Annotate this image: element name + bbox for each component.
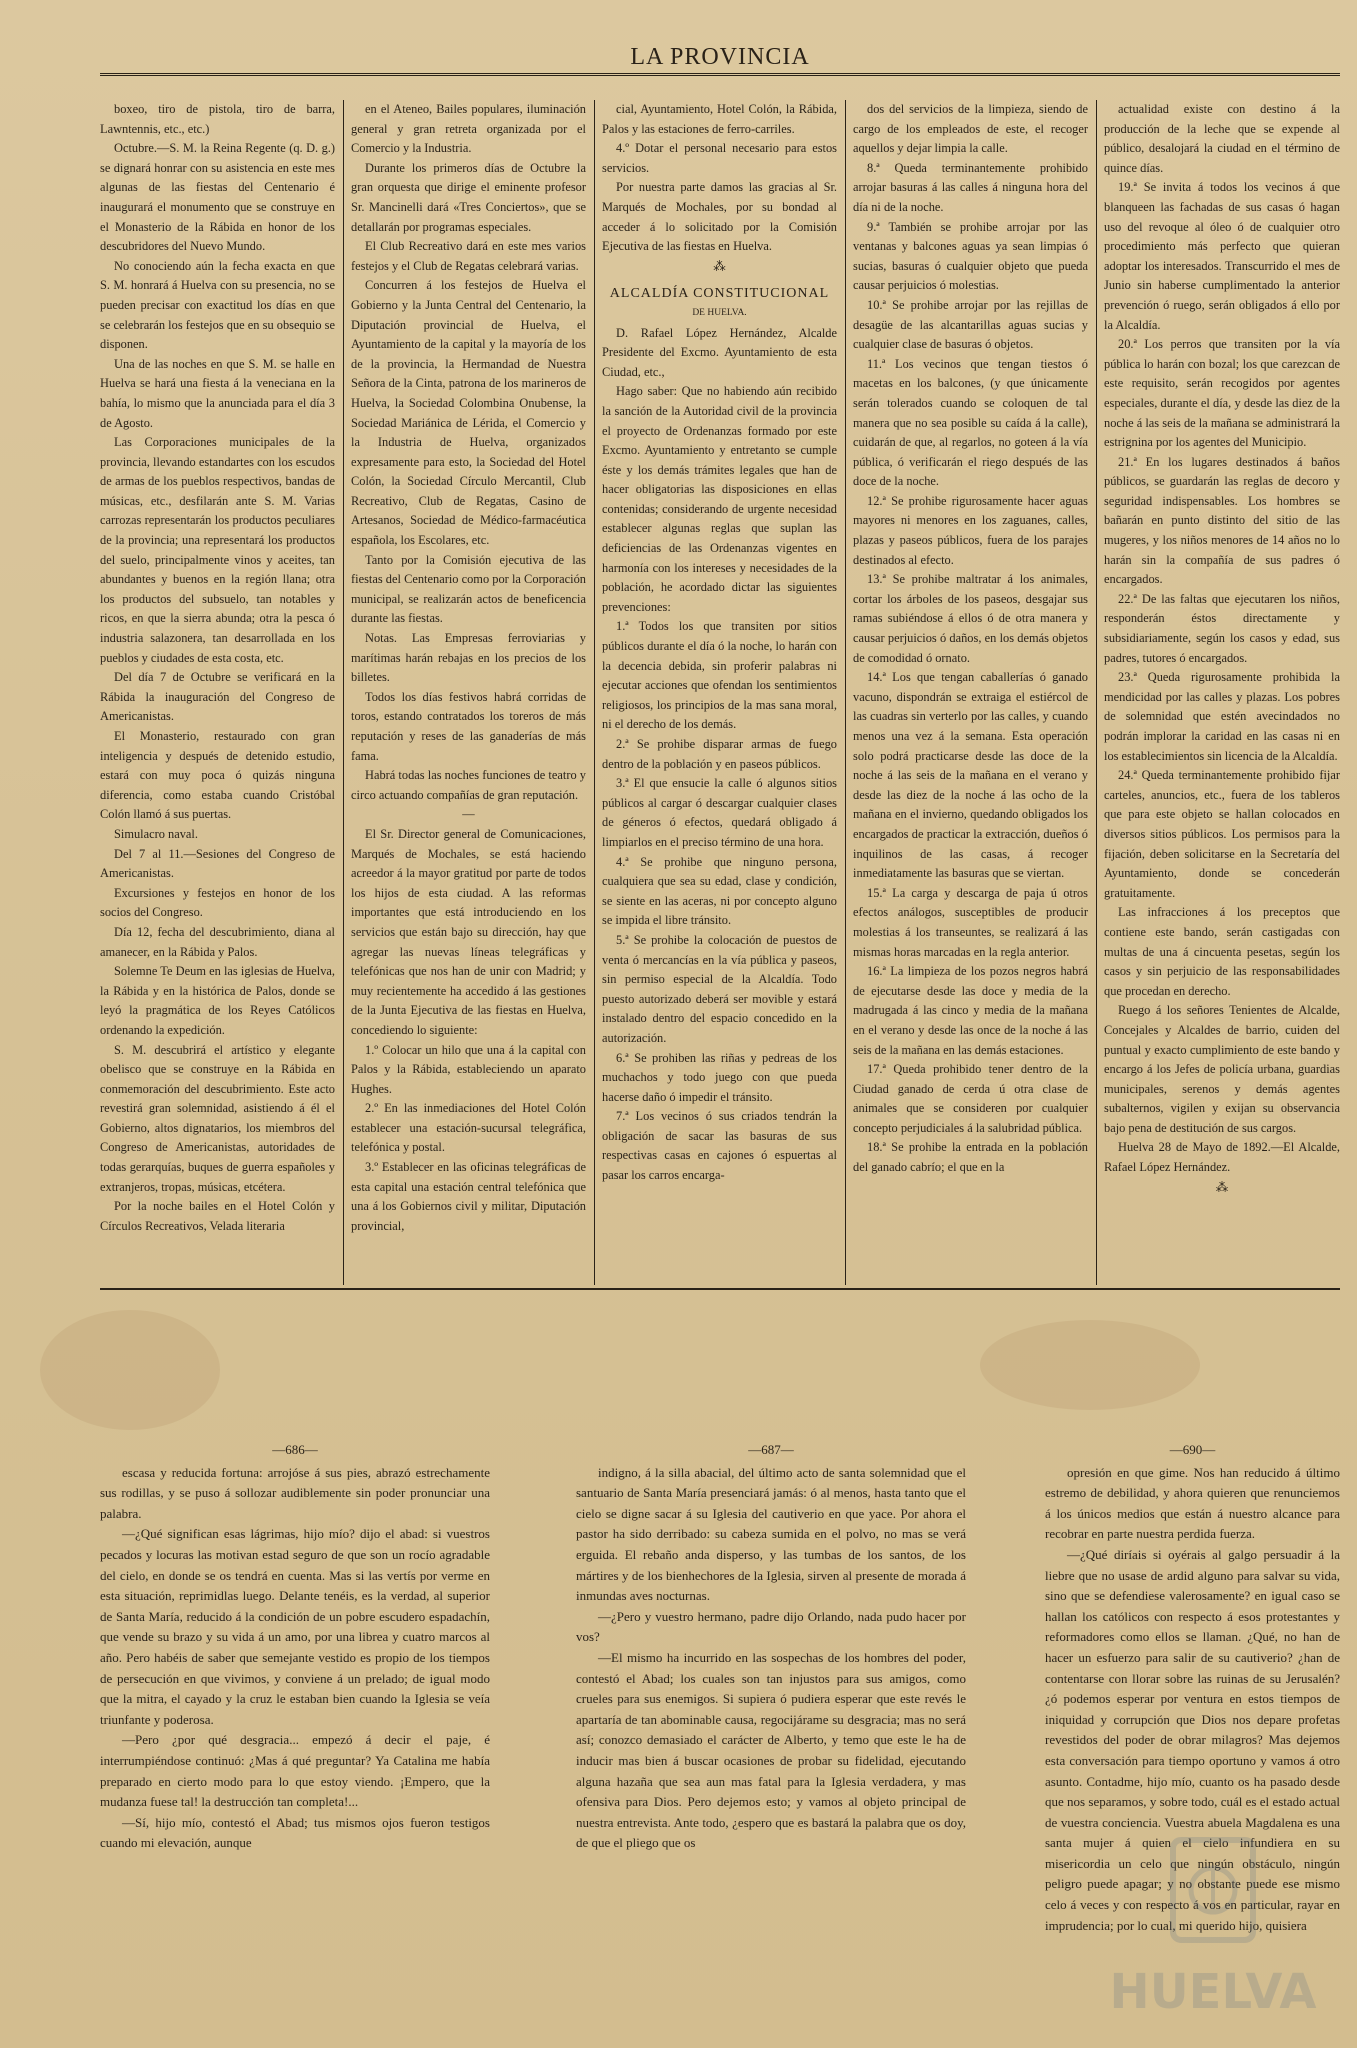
paragraph: 3.ª El que ensucie la calle ó algunos sitios públicos al cargar ó descargar cualquier clases de géneros ó efectos, quedará obligado á limpiarlos en el preciso término de una hora. (602, 776, 837, 849)
section-subheading: DE HUELVA. (692, 307, 747, 318)
paragraph: 1.ª Todos los que transiten por sitios públicos durante el día ó la noche, lo harán con la decencia debida, sin proferir palabras ni ejecutar acciones que ofendan los sentimientos religiosos, los principios de la mas sana moral, ni el derecho de los demás. (602, 619, 837, 732)
paragraph: 16.ª La limpieza de los pozos negros habrá de ejecutarse desde las doce y media de la madrugada á las cinco y media de la mañana en el verano y desde las once de la noche á las seis de la mañana en las demás estaciones. (853, 964, 1088, 1057)
paragraph: Día 12, fecha del descubrimiento, diana al amanecer, en la Rábida y Palos. (100, 924, 335, 959)
column-rule (845, 100, 846, 1285)
paragraph: opresión en que gime. Nos han reducido á último estremo de debilidad, y ahora quieren que renunciemos á los únicos medios que están á nuestro alcance para recobrar en parte nuestra perdida fuerza. (1045, 1464, 1340, 1542)
column-rule (343, 100, 344, 1285)
paragraph: Hago saber: Que no habiendo aún recibido la sanción de la Autoridad civil de la provincia el proyecto de Ordenanzas formado por este Excmo. Ayuntamiento y entretanto se cumple éste y los demás trámites legales que han de hacer obligatorias las disposiciones en ellas contenidas; considerando de urgente necesidad establecer algunas reglas que suplan las deficiencias de las Ordenanzas vigentes en harmonía con los intereses y necesidades de la población, he acordado dictar las siguientes prevenciones: (602, 384, 837, 614)
paragraph: escasa y reducida fortuna: arrojóse á sus pies, abrazó estrechamente sus rodillas, y se puso á sollozar audiblemente sin poder pronunciar una palabra. (100, 1464, 490, 1521)
paragraph: 10.ª Se prohibe arrojar por las rejillas de desagüe de las alcantarillas aguas sucias y cualquier clase de basuras ó objetos. (853, 297, 1088, 352)
paragraph: No conociendo aún la fecha exacta en que S. M. honrará á Huelva con su presencia, no se pueden precisar con exactitud los días en que se celebrarán los festejos que en su obsequio se disponen. (100, 258, 335, 352)
paragraph: El Sr. Director general de Comunicaciones, Marqués de Mochales, se está haciendo acreedor á la mayor gratitud por parte de todos los hijos de esta ciudad. A las reformas importantes que está introduciendo en los servicios que están bajo su dirección, hay que agregar las nuevas líneas telegráficas y telefónicas que nos han de unir con Madrid; y muy recientemente ha accedido á las gestiones de la Junta Ejecutiva de las fiestas en Huelva, concediendo lo siguiente: (351, 826, 586, 1037)
column-3 (602, 100, 837, 1285)
paragraph: —El mismo ha incurrido en las sospechas de los hombres del poder, contestó el Abad; los cuales son tan injustos para sus amigos, como crueles para sus enemigos. Si supiera ó pudiera esperar que este revés le apartaría de tan abominable causa, regocijárame su desgracia; mas no será así; conozco demasiado el carácter de Alberto, y temo que este le ha de inducir mas bien á buscar ocasiones de probar su fidelidad, ejecutando alguna hazaña que sea aun mas fatal para la Iglesia verdadera, y mas ofensiva para Dios. Pero dejemos esto; y vamos al objeto principal de nuestra entrevista. Ante todo, ¿espero que es bastará la palabra que os doy, de que el pliego que os (576, 1649, 966, 1851)
paragraph: 2.ª Se prohibe disparar armas de fuego dentro de la población y en paseos públicos. (602, 737, 837, 771)
column-1 (100, 100, 335, 1285)
paragraph: Habrá todas las noches funciones de teatro y circo actuando compañías de gran reputación. (351, 768, 586, 802)
paragraph: 23.ª Queda rigurosamente prohibida la mendicidad por las calles y plazas. Los pobres de solemnidad que estén avecindados no podrán implorar la caridad en las casas ni en los establecimientos sin licencia de la Alcaldía. (1104, 670, 1340, 763)
paragraph: Todos los días festivos habrá corridas de toros, estando contratados los toreros de más reputación y reses de las ganaderías de más fama. (351, 689, 586, 763)
page-number: —687— (748, 1442, 794, 1457)
paragraph: boxeo, tiro de pistola, tiro de barra, Lawntennis, etc., etc.) (100, 102, 335, 136)
paragraph: indigno, á la silla abacial, del último acto de santa solemnidad que el santuario de Santa María presenciará jamás: ó al menos, hasta tanto que el cielo se digne sacar á su Iglesia del cautiverio en que yace. Por ahora el pastor ha sido derribado: su cabeza sumida en el polvo, no mas se verá erguida. El rebaño anda disperso, y las tumbas de los santos, de los mártires y de los bienhechores de la Iglesia, sirven al presente de morada á inmundas aves nocturnas. (576, 1464, 966, 1604)
paragraph: cial, Ayuntamiento, Hotel Colón, la Rábida, Palos y las estaciones de ferro-carriles. (602, 102, 837, 136)
paragraph: El Monasterio, restaurado con gran inteligencia y después de detenido estudio, estará con muy poca ó quizás ninguna diferencia, como estaba cuando Cristóbal Colón llamó á sus puertas. (100, 729, 335, 822)
paragraph: S. M. descubrirá el artístico y elegante obelisco que se construye en la Rábida en conmemoración del descubrimiento. Este acto revestirá gran solemnidad, asistiendo á él el Gobierno, altos dignatarios, los miembros del Congreso de Americanistas, autoridades de todas gerarquías, buques de guerra españoles y extranjeros, tropas, músicas, etcétera. (100, 1042, 335, 1194)
masthead-title: LA PROVINCIA (630, 44, 810, 70)
folletin-column-1 (100, 1440, 490, 2040)
paragraph: actualidad existe con destino á la producción de la leche que se expende al público, desalojará la ciudad en el término de quince días. (1104, 102, 1340, 175)
folletin-column-2 (576, 1440, 966, 2040)
paragraph: Octubre.—S. M. la Reina Regente (q. D. g.) se dignará honrar con su asistencia en este mes algunas de las fiestas del Centenario é inaugurará el monumento que se construye en el Monasterio de la Rábida en honor de los descubridores del Nuevo Mundo. (100, 141, 335, 254)
paragraph: Ruego á los señores Tenientes de Alcalde, Concejales y Alcaldes de barrio, cuiden del puntual y exacto cumplimiento de este bando y encargo á los Jefes de policía urbana, guardias municipales, serenos y demás agentes subalternos, vigilen y exijan su observancia bajo pena de destitución de sus cargos. (1104, 1003, 1340, 1135)
paragraph: Solemne Te Deum en las iglesias de Huelva, la Rábida y en la histórica de Palos, donde se leyó la pragmática de los Reyes Católicos ordenando la expedición. (100, 964, 335, 1037)
page-number: —686— (272, 1442, 318, 1457)
paragraph: 14.ª Los que tengan caballerías ó ganado vacuno, dispondrán se extraiga el estiércol de las cuadras sin verterlo por las calles, y cuando menos una vez á la semana. Esta operación solo podrá practicarse desde las doce de la noche á las seis de la mañana en el verano y desde las diez de la noche á las ocho de la mañana en el invierno, quedando obligados los encargados de practicar la extracción, dueños ó inquilinos de las casas, á recoger inmediatamente las basuras que se viertan. (853, 670, 1088, 881)
paragraph: —¿Qué diríais si oyérais al galgo persuadir á la liebre que no usase de ardid alguno para salvar su vida, sino que se defendiese valerosamente? en igual caso se hallan los católicos con respecto á esos protestantes y reformadores como ellos se llaman. ¿Qué, no han de hacer un esfuerzo para salir de su cautiverio? ¿han de contentarse con llorar sobre las ruinas de su Jerusalén? ¿ó podemos esperar por ventura en estos tiempos de iniquidad y corrupción que Dios nos depare profetas revestidos del poder de obrar milagros? Mas dejemos esta conversación para tiempo oportuno y vamos á otro asunto. Contadme, hijo mío, cuanto os ha pasado desde que nos separamos, y sobre todo, cuál es el estado actual de vuestra conciencia. Vuestra abuela Magdalena es una santa mujer á quien el cielo infundiera en su misericordia un celo que ningún obstáculo, ningún peligro puede apagar; y no obstante puede ese mismo celo á veces y con respecto á vos en particular, rayar en imprudencia; por lo cual, mi querido hijo, quisiera (1045, 1546, 1340, 1933)
paragraph: 4.º Dotar el personal necesario para estos servicios. (602, 141, 837, 175)
paragraph: Notas. Las Empresas ferroviarias y marítimas harán rebajas en los precios de los billetes. (351, 631, 586, 685)
paragraph: 24.ª Queda terminantemente prohibido fijar carteles, anuncios, etc., fuera de los tableros que para este objeto se hallan colocados en diversos sitios públicos. Los permisos para la fijación, deben solicitarse en la Secretaría del Ayuntamiento, donde se concederán gratuitamente. (1104, 768, 1340, 900)
paragraph: 5.ª Se prohibe la colocación de puestos de venta ó mercancías en la vía pública y paseos, sin permiso especial de la Alcaldía. Todo puesto autorizado deberá ser movible y estará instalado dentro del espacio concedido en la autorización. (602, 932, 837, 1045)
news-section (100, 100, 1340, 1285)
column-4 (853, 100, 1088, 1285)
watermark-text: HUELVA (1109, 1964, 1317, 2020)
paper-stain (40, 1310, 220, 1430)
column-rule (594, 100, 595, 1285)
paragraph: 22.ª De las faltas que ejecutaren los niños, responderán éstos directamente y subsidiariamente, según los casos y edad, sus padres, tutores ó encargados. (1104, 591, 1340, 665)
paragraph: Durante los primeros días de Octubre la gran orquesta que dirige el eminente profesor Sr. Mancinelli dará «Tres Conciertos», que se detallarán por programas especiales. (351, 160, 586, 234)
paragraph: Simulacro naval. (114, 826, 198, 841)
paragraph: 11.ª Los vecinos que tengan tiestos ó macetas en los balcones, (y que únicamente serán tolerados cuando se coloquen de tal manera que no sea posible su caída á la calle), cuidarán de que, al regarlos, no goteen á la vía pública, ó verificarán el riego después de las doce de la noche. (853, 356, 1088, 489)
archive-watermark (1093, 1830, 1333, 2030)
paragraph: Por la noche bailes en el Hotel Colón y Círculos Recreativos, Velada literaria (100, 1199, 335, 1233)
paragraph: El Club Recreativo dará en este mes varios festejos y el Club de Regatas celebrará varias. (351, 239, 586, 273)
paragraph: 12.ª Se prohibe rigurosamente hacer aguas mayores ni menores en los zaguanes, calles, plazas y paseos públicos, fuera de los parajes destinados al efecto. (853, 493, 1088, 567)
paper-stain (980, 1320, 1200, 1410)
separator: — (462, 807, 475, 822)
section-divider (100, 1288, 1340, 1290)
paragraph: Excursiones y festejos en honor de los socios del Congreso. (100, 885, 335, 920)
column-5 (1104, 100, 1340, 1285)
asterism-divider: ⁂ (713, 258, 726, 273)
paragraph: 6.ª Se prohiben las riñas y pedreas de los muchachos y todo juego con que pueda hacerse daño ó impedir el tránsito. (602, 1050, 837, 1104)
paragraph: Las infracciones á los preceptos que contiene este bando, serán castigadas con multas de una á cincuenta pesetas, según los casos y sin perjuicio de las responsabilidades que procedan en derecho. (1104, 905, 1340, 998)
masthead (100, 42, 1340, 76)
column-rule (1096, 100, 1097, 1285)
paragraph: Huelva 28 de Mayo de 1892.—El Alcalde, Rafael López Hernández. (1104, 1140, 1340, 1175)
paragraph: 21.ª En los lugares destinados á baños públicos, se guardarán las reglas de decoro y seguridad indispensables. Los hombres se bañarán en punto distinto del sitio de las mugeres, y los niños menores de 14 años no lo harán sin la compañía de sus padres ó encargados. (1104, 454, 1340, 587)
paragraph: Las Corporaciones municipales de la provincia, llevando estandartes con los escudos de armas de los pueblos respectivos, bandas de músicas, etc., desfilarán ante S. M. Varias carrozas representarán los productos peculiares de la provincia; una representará los productos del suelo, principalmente vinos y aceites, tan abundantes y buenos en la región llana; otra los productos del subsuelo, tan notables y ricos, en que la sierra abunda; otra la pesca ó industria salazonera, tan desarrollada en los pueblos y ciudades de esta costa, etc. (100, 435, 335, 665)
paragraph: 7.ª Los vecinos ó sus criados tendrán la obligación de sacar las basuras de sus respectivas casas en cajones ó espuertas al pasar los carros encarga- (602, 1109, 837, 1183)
paragraph: D. Rafael López Hernández, Alcalde Presidente del Excmo. Ayuntamiento de esta Ciudad, etc., (602, 325, 837, 379)
page-number: —690— (1169, 1442, 1216, 1457)
paragraph: en el Ateneo, Bailes populares, iluminación general y gran retreta organizada por el Comercio y la Industria. (351, 102, 586, 156)
paragraph: 18.ª Se prohibe la entrada en la población del ganado cabrío; el que en la (853, 1140, 1088, 1175)
paragraph: 4.ª Se prohibe que ninguno persona, cualquiera que sea su edad, clase y condición, se siente en las aceras, ni por concepto alguno se impida el libre tránsito. (602, 854, 837, 928)
paragraph: Concurren á los festejos de Huelva el Gobierno y la Junta Central del Centenario, la Diputación provincial de Huelva, el Ayuntamiento de la capital y la mayoría de los de la provincia, la Hermandad de Nuestra Señora de la Cinta, patrona de los marineros de Huelva, la Sociedad Colombina Onubense, la Sociedad Mariánica de Lérida, el Comercio y la Industria de Huelva, organizados expresamente para esto, la Sociedad del Hotel Colón, la Sociedad Círculo Mercantil, Club Recreativo, Club de Regatas, Casino de Artesanos, Sociedad de Médico-farmacéutica española, los Escolares, etc. (351, 278, 586, 548)
paragraph: 8.ª Queda terminantemente prohibido arrojar basuras á las calles á ninguna hora del día ni de la noche. (853, 160, 1088, 214)
paragraph: 2.º En las inmediaciones del Hotel Colón establecer una estación-sucursal telegráfica, telefónica y postal. (351, 1101, 586, 1155)
paragraph: Tanto por la Comisión ejecutiva de las fiestas del Centenario como por la Corporación municipal, se realizarán actos de beneficencia durante las fiestas. (351, 552, 586, 626)
paragraph: —Pero ¿por qué desgracia... empezó á decir el paje, é interrumpiéndose continuó: ¿Mas á qué preguntar? Ya Catalina me había preparado en cierto modo para lo que estoy viendo. ¡Empero, que la mudanza fuese tal! la destrucción tan completa!... (100, 1732, 490, 1810)
paragraph: —Sí, hijo mío, contestó el Abad; tus mismos ojos fueron testigos cuando mi elevación, aunque (100, 1814, 490, 1851)
paragraph: Una de las noches en que S. M. se halle en Huelva se hará una fiesta á la veneciana en la bahía, lo mismo que la anunciada para el día 3 de Agosto. (100, 356, 335, 430)
paragraph: 15.ª La carga y descarga de paja ú otros efectos análogos, susceptibles de producir molestias á los transeuntes, se realizará á las mismas horas marcadas en la regla anterior. (853, 885, 1088, 959)
paragraph: 19.ª Se invita á todos los vecinos á que blanqueen las fachadas de sus casas ó hagan uso del revoque al óleo ó de cualquier otro procedimiento más perfecto que quieran adoptar los interesados. Transcurrido el mes de Junio sin haberse cumplimentado la anterior prevención ó ruego, serán obligados á ello por la Alcaldía. (1104, 180, 1340, 332)
asterism-divider: ⁂ (1215, 1179, 1229, 1194)
paragraph: dos del servicios de la limpieza, siendo de cargo de los empleados de este, el recoger aquellos y dejar limpia la calle. (853, 102, 1088, 156)
paragraph: 20.ª Los perros que transiten por la vía pública lo harán con bozal; los que carezcan de este requisito, serán recogidos por agentes especiales, durante el día, y desde las diez de la noche á las seis de la mañana se administrará la estrignina por los agentes del Municipio. (1104, 337, 1340, 450)
paragraph: Del día 7 de Octubre se verificará en la Rábida la inauguración del Congreso de Americanistas. (100, 670, 335, 724)
paragraph: 3.º Establecer en las oficinas telegráficas de esta capital una estación central telefónica que una á los Gobiernos civil y militar, Diputación provincial, (351, 1160, 586, 1233)
paragraph: 1.º Colocar un hilo que una á la capital con Palos y la Rábida, estableciendo un aparato Hughes. (351, 1042, 586, 1096)
paragraph: Por nuestra parte damos las gracias al Sr. Marqués de Mochales, por su bondad al acceder á lo solicitado por la Comisión Ejecutiva de las fiestas en Huelva. (602, 180, 837, 254)
paragraph: 9.ª También se prohibe arrojar por las ventanas y balcones aguas ya sean limpias ó sucias, basuras ó cualquier objeto que pueda causar perjuicios ó molestias. (853, 219, 1088, 293)
paragraph: —¿Qué significan esas lágrimas, hijo mío? dijo el abad: si vuestros pecados y locuras las motivan estad seguro de que son un rocío agradable del cielo, en donde se os tendrá en cuenta. Mas si las vertís por verme en esta situación, reprimidlas luego. Delante tenéis, es la verdad, al superior de Santa María, reducido á la condición de un pobre escudero espadachín, que vende su brazo y su vida á un amo, por una librea y cuatro marcos al año. Pero habéis de saber que semejante vestido es propio de los tiempos de persecución en que vivimos, y conviene á un prelado; de igual modo que la mitra, el cayado y la cruz le estaban bien cuando la Iglesia se veía triunfante y poderosa. (100, 1526, 490, 1727)
paragraph: Del 7 al 11.—Sesiones del Congreso de Americanistas. (100, 846, 335, 881)
section-heading: ALCALDÍA CONSTITUCIONAL (609, 286, 830, 302)
paragraph: 13.ª Se prohibe maltratar á los animales, cortar los árboles de los paseos, desgajar sus ramas subiéndose á ellos ó de otra manera y causar perjuicios ó daños, en los demás objetos de comodidad ó ornato. (853, 572, 1088, 665)
paragraph: —¿Pero y vuestro hermano, padre dijo Orlando, nada pudo hacer por vos? (576, 1608, 966, 1645)
column-2 (351, 100, 586, 1285)
paragraph: 17.ª Queda prohibido tener dentro de la Ciudad ganado de cerda ú otra clase de animales que se consideren por cualquier concepto perjudiciales á la salubridad pública. (853, 1062, 1088, 1135)
